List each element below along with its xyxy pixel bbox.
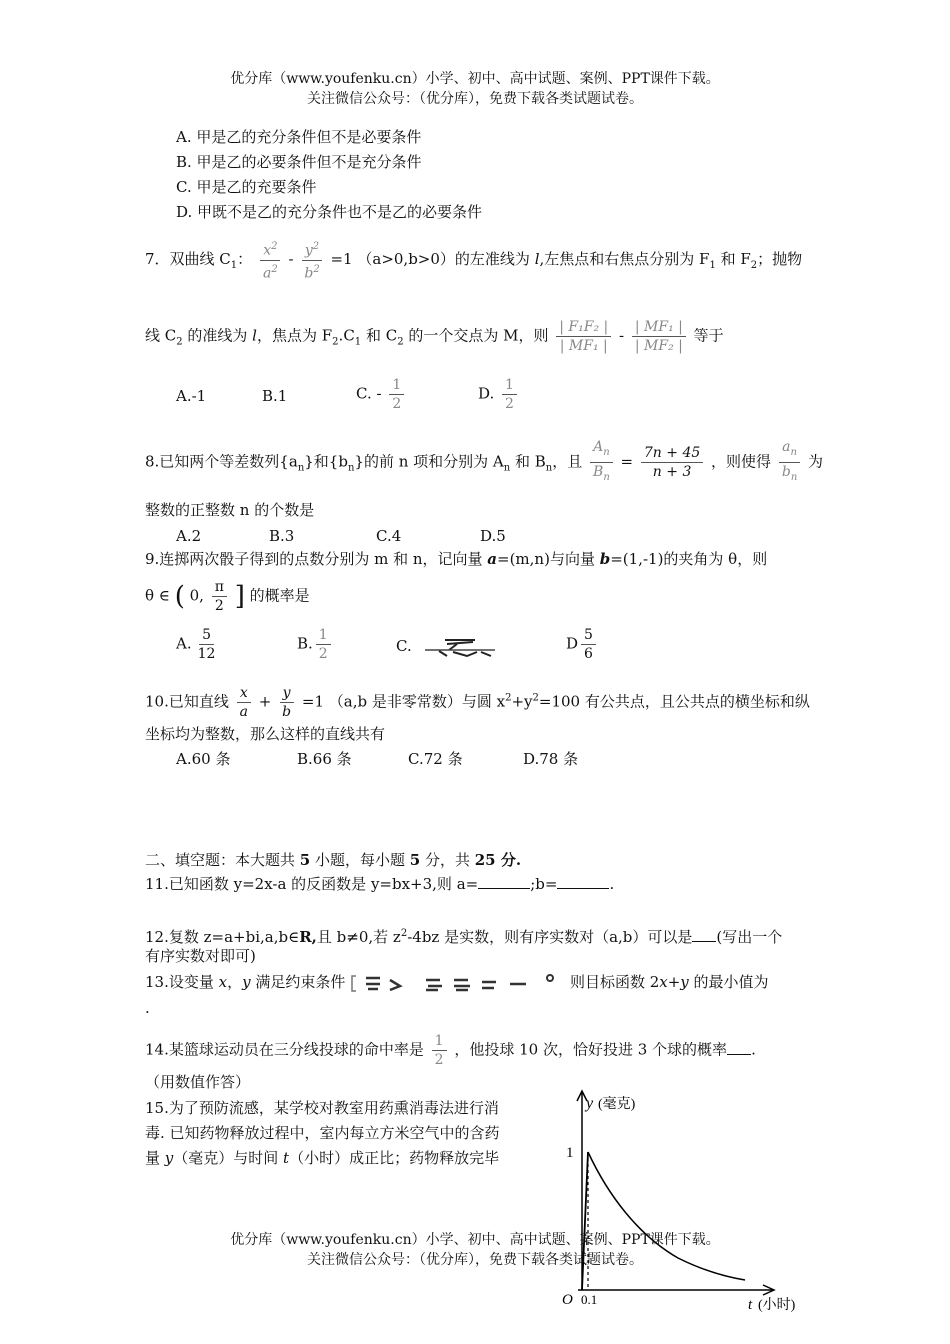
q7-frac-mf1-mf2: $\frac{\text{| MF₁ |}}{\text{| MF₂ |}}$: [632, 318, 686, 355]
q15-line-3: 量 y（毫克）与时间 t（小时）成正比；药物释放完毕: [145, 1149, 500, 1167]
q7-option-a: A.-1: [176, 387, 207, 405]
q9-line-2: θ ∈ ( 0, $\frac{\pi}{2}$ ] 的概率是: [145, 579, 310, 614]
q14-blank[interactable]: [727, 1040, 751, 1055]
q8-frac-rhs: $\frac{7n + 45}{n + 3}$: [641, 444, 703, 481]
q14-line-2: （用数值作答）: [145, 1073, 251, 1091]
q9-option-b: B. $\frac{1}{2}$: [297, 626, 334, 663]
header-line-1: 优分库（www.youfenku.cn）小学、初中、高中试题、案例、PPT课件下载。: [230, 71, 720, 87]
drug-concentration-graph: [548, 1085, 818, 1315]
q12-line-1: 12.复数 z=a+bi,a,b∈R,且 b≠0,若 $z^2-4bz$ 是实数，则有序实数对（a,b）可以是 (写出一个: [145, 928, 783, 946]
q6-option-d: D. 甲既不是乙的充分条件也不是乙的必要条件: [176, 203, 483, 221]
q8-option-d: D.5: [480, 527, 506, 545]
q10-line-1: 10.已知直线 $\frac{x}{a}$ + $\frac{y}{b}$ =1 （a,b 是非零常数）与圆 $x^2+y^2=100$ 有公共点，且公共点的横坐标和纵: [145, 685, 810, 720]
q10-option-c: C.72 条: [408, 750, 463, 768]
q11-blank-a[interactable]: [478, 874, 530, 889]
q15-line-1: 15.为了预防流感，某学校对教室用药熏消毒法进行消: [145, 1099, 499, 1117]
q7-frac-x2-a2: $\frac{x^2}{a^2}$: [260, 238, 281, 282]
q8-option-b: B.3: [269, 527, 295, 545]
q14-line-1: 14.某篮球运动员在三分线投球的命中率是 $\frac{1}{2}$ ，他投球 10 次，恰好投进 3 个球的概率 .: [145, 1033, 756, 1068]
y-axis-unit: (毫克): [598, 1097, 636, 1112]
garbled-fraction-image: [417, 636, 499, 658]
q12-blank[interactable]: [692, 927, 716, 942]
y-axis-var: y: [586, 1095, 594, 1112]
rising-segment: [582, 1152, 588, 1290]
q9-line-1: 9.连掷两次骰子得到的点数分别为 m 和 n，记向量 a=(m,n)与向量 b=(1,-1)的夹角为 θ，则: [145, 550, 768, 568]
x-axis-var: t: [748, 1297, 753, 1313]
q6-option-a: A. 甲是乙的充分条件但不是必要条件: [176, 128, 422, 146]
origin-label: O: [562, 1292, 573, 1308]
q8-line-2: 整数的正整数 n 的个数是: [145, 501, 315, 519]
q7-option-c: C. - $\frac{1}{2}$: [356, 376, 407, 413]
q8-line-1: 8.已知两个等差数列$\{a_n\}$和$\{b_n\}$的前 n 项和分别为 $A_n$ 和 $B_n$，且 $\frac{A_n}{B_n}$ = $\frac{7n + 45}{n + 3}$ ，则使得 $\frac{a_n}{b_n}$ 为: [145, 438, 823, 487]
q15-line-2: 毒. 已知药物释放过程中，室内每立方米空气中的含药: [145, 1124, 500, 1142]
q7-frac-f1f2-mf1: $\frac{\text{| F₁F₂ |}}{\text{| MF₁ |}}$: [556, 318, 611, 355]
tick-label-1: 1: [566, 1145, 574, 1161]
q7-line-2: 线 $C_2$ 的准线为 l，焦点为 $F_2.C_1$ 和 $C_2$ 的一个交点为 M，则 $\frac{\text{| F₁F₂ |}}{\text{| MF₁ |}}$ - $\frac{\text{| MF₁ |}}{\text{| MF₂ |}}$ 等于: [145, 319, 724, 354]
q13-line-1: 13.设变量 x，y 满足约束条件 则目标函数 2x+y 的最小值为: [145, 972, 769, 994]
q8-option-c: C.4: [376, 527, 402, 545]
q10-line-2: 坐标均为整数，那么这样的直线共有: [145, 725, 386, 743]
footer-line-2: 关注微信公众号：（优分库），免费下载各类试题试卷。: [307, 1252, 643, 1268]
x-axis-unit: (小时): [758, 1298, 796, 1313]
q6-option-c: C. 甲是乙的充要条件: [176, 178, 317, 196]
header-line-2: 关注微信公众号：（优分库），免费下载各类试题试卷。: [307, 91, 643, 107]
tick-label-0.1: 0.1: [581, 1292, 598, 1307]
garbled-constraints-image: [350, 972, 565, 994]
q8-option-a: A.2: [176, 527, 202, 545]
q7-option-d: D. $\frac{1}{2}$: [478, 376, 520, 413]
q9-option-c: C.: [396, 636, 499, 658]
q6-option-b: B. 甲是乙的必要条件但不是充分条件: [176, 153, 422, 171]
q10-option-a: A.60 条: [176, 750, 231, 768]
q7-line-1: 7．双曲线 $C_1$： $\frac{x^2}{a^2}$ - $\frac{y^2}{b^2}$ =1 （a>0,b>0）的左准线为 l,左焦点和右焦点分别为 $F_1$ 和 $F_2$；抛物: [145, 238, 802, 282]
q11-blank-b[interactable]: [557, 874, 609, 889]
q11-line: 11.已知函数 y=2x-a 的反函数是 y=bx+3,则 a= ;b= .: [145, 875, 615, 893]
q9-option-d: D $\frac{5}{6}$: [566, 626, 599, 663]
q13-line-2: .: [145, 999, 150, 1017]
q10-option-d: D.78 条: [523, 750, 579, 768]
q9-option-a: A. $\frac{5}{12}$: [176, 627, 216, 662]
q8-frac-an-bn: $\frac{a_n}{b_n}$: [779, 438, 800, 487]
q7-frac-y2-b2: $\frac{y^2}{b^2}$: [301, 238, 322, 282]
q8-frac-An-Bn: $\frac{A_n}{B_n}$: [590, 438, 613, 487]
footer-line-1: 优分库（www.youfenku.cn）小学、初中、高中试题、案例、PPT课件下载。: [230, 1232, 720, 1248]
section-2-heading: 二、填空题：本大题共 5 小题，每小题 5 分，共 25 分.: [145, 851, 522, 869]
q7-option-b: B.1: [262, 387, 288, 405]
q10-option-b: B.66 条: [297, 750, 352, 768]
q12-line-2: 有序实数对即可): [145, 947, 256, 965]
